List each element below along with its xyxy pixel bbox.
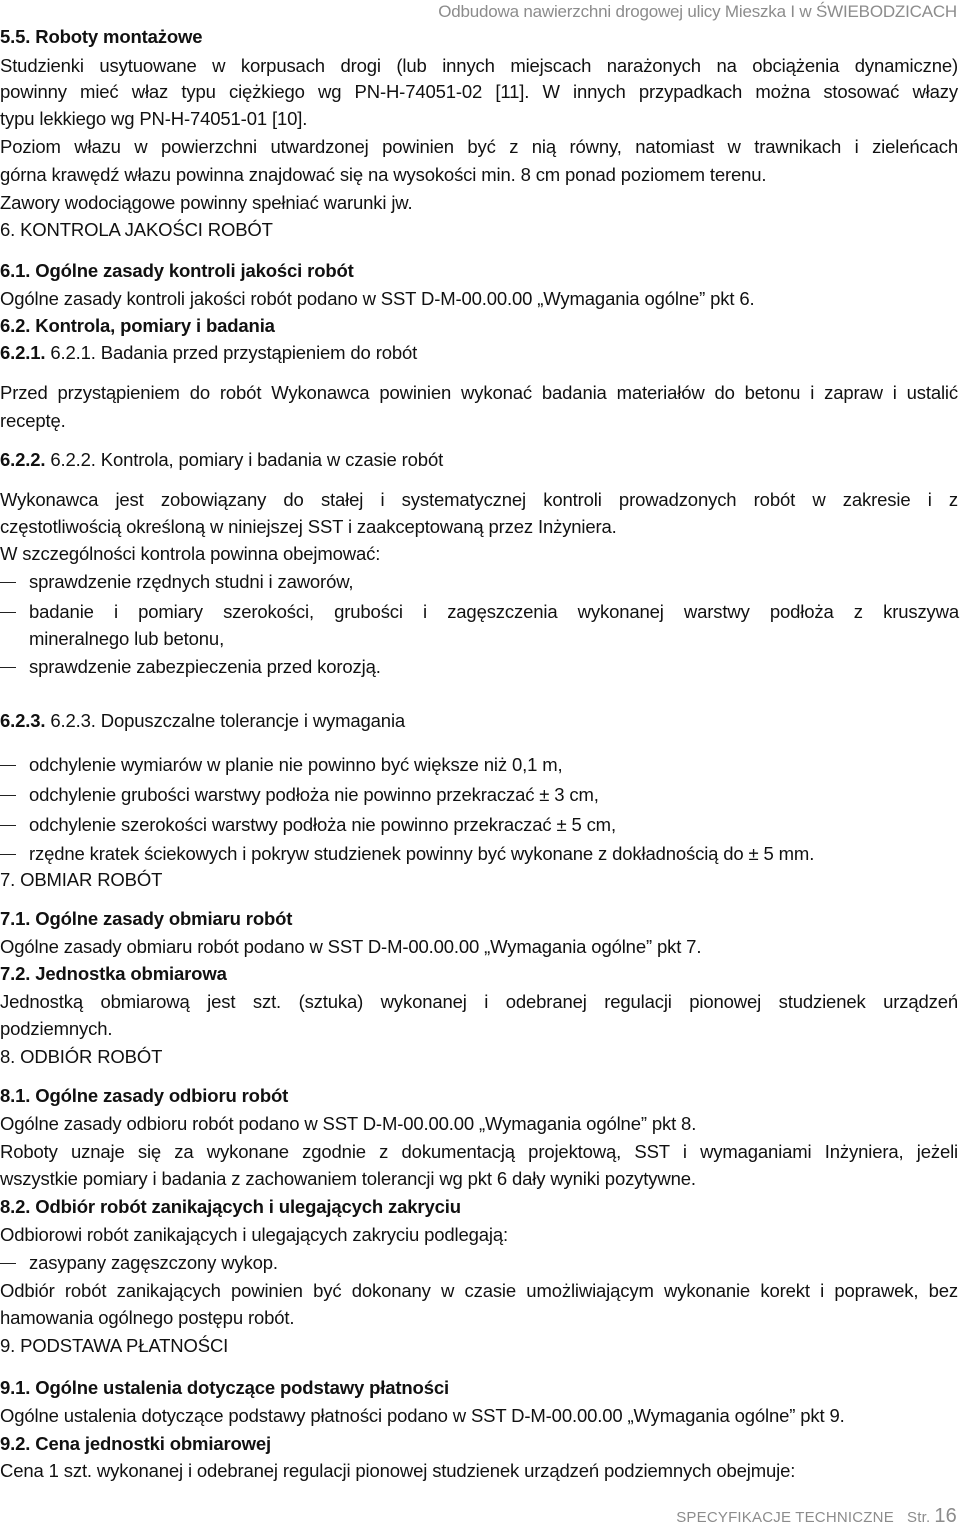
- section-heading-6-2-2: 6.2.2. 6.2.2. Kontrola, pomiary i badania w czasie robót: [0, 449, 444, 470]
- section-heading-9-1: 9.1. Ogólne ustalenia dotyczące podstawy płatności: [0, 1377, 449, 1398]
- section-heading-9: 9. PODSTAWA PŁATNOŚCI: [0, 1335, 229, 1356]
- paragraph-line: Ogólne ustalenia dotyczące podstawy płatności podano w SST D-M-00.00.00 „Wymagania ogólne” pkt 9.: [0, 1405, 845, 1426]
- paragraph-line: W szczególności kontrola powinna obejmować:: [0, 543, 381, 564]
- list-dash: [0, 795, 16, 796]
- paragraph-line: powinny mieć właz typu ciężkiego wg PN-H-74051-02 [11]. W innych przypadkach można stosować włazy: [0, 81, 958, 102]
- list-dash: [0, 825, 16, 826]
- paragraph-line: Ogólne zasady kontroli jakości robót podano w SST D-M-00.00.00 „Wymagania ogólne” pkt 6.: [0, 288, 755, 309]
- footer-page-prefix: Str.: [907, 1509, 931, 1526]
- paragraph-line: Poziom włazu w powierzchni utwardzonej powinien być z nią równy, natomiast w trawnikach i zieleńcach: [0, 136, 958, 157]
- list-dash: [0, 765, 16, 766]
- paragraph-line: Przed przystąpieniem do robót Wykonawca powinien wykonać badania materiałów do betonu i zapraw i ustalić: [0, 382, 958, 403]
- list-dash: [0, 667, 16, 668]
- section-heading-7-2: 7.2. Jednostka obmiarowa: [0, 963, 227, 984]
- paragraph-line: Odbiorowi robót zanikających i ulegających zakryciu podlegają:: [0, 1224, 508, 1245]
- section-heading-7-1: 7.1. Ogólne zasady obmiaru robót: [0, 908, 293, 929]
- paragraph-line: częstotliwością określoną w niniejszej SST i zaakceptowaną przez Inżyniera.: [0, 516, 617, 537]
- paragraph-line: Cena 1 szt. wykonanej i odebranej regulacji pionowej studzienek urządzeń podziemnych obejmuje:: [0, 1460, 796, 1481]
- running-header: Odbudowa nawierzchni drogowej ulicy Mieszka I w ŚWIEBODZICACH: [438, 2, 957, 21]
- section-heading-8-1: 8.1. Ogólne zasady odbioru robót: [0, 1085, 289, 1106]
- list-item: rzędne kratek ściekowych i pokryw studzienek powinny być wykonane z dokładnością do ± 5 mm.: [29, 843, 815, 864]
- paragraph-line: Ogólne zasady obmiaru robót podano w SST D-M-00.00.00 „Wymagania ogólne” pkt 7.: [0, 936, 702, 957]
- section-heading-6-2-3: 6.2.3. 6.2.3. Dopuszczalne tolerancje i wymagania: [0, 710, 406, 731]
- section-heading-8-2: 8.2. Odbiór robót zanikających i ulegających zakryciu: [0, 1196, 461, 1217]
- list-item-continuation: mineralnego lub betonu,: [29, 628, 225, 649]
- list-item: badanie i pomiary szerokości, grubości i zagęszczenia wykonanej warstwy podłoża z kruszywa: [29, 601, 959, 622]
- section-heading-6: 6. KONTROLA JAKOŚCI ROBÓT: [0, 219, 273, 240]
- list-item: sprawdzenie zabezpieczenia przed korozją.: [29, 656, 381, 677]
- paragraph-line: receptę.: [0, 410, 66, 431]
- list-item: odchylenie grubości warstwy podłoża nie powinno przekraczać ± 3 cm,: [29, 784, 599, 805]
- section-heading-9-2: 9.2. Cena jednostki obmiarowej: [0, 1433, 272, 1454]
- list-item: odchylenie wymiarów w planie nie powinno być większe niż 0,1 m,: [29, 754, 563, 775]
- paragraph-line: Wykonawca jest zobowiązany do stałej i systematycznej kontroli prowadzonych robót w zakresie i z: [0, 489, 958, 510]
- section-heading-6-2: 6.2. Kontrola, pomiary i badania: [0, 315, 275, 336]
- page-number: 16: [934, 1505, 957, 1527]
- list-dash: [0, 854, 16, 855]
- list-dash: [0, 582, 16, 583]
- paragraph-line: Odbiór robót zanikających powinien być dokonany w czasie umożliwiającym wykonanie korekt i poprawek, bez: [0, 1280, 958, 1301]
- list-dash: [0, 1263, 16, 1264]
- paragraph-line: podziemnych.: [0, 1018, 113, 1039]
- paragraph-line: Zawory wodociągowe powinny spełniać warunki jw.: [0, 192, 413, 213]
- list-item: zasypany zagęszczony wykop.: [29, 1252, 278, 1273]
- paragraph-line: Roboty uznaje się za wykonane zgodnie z dokumentacją projektową, SST i wymaganiami Inżyniera, jeżeli: [0, 1141, 958, 1162]
- section-heading-6-2-1: 6.2.1. 6.2.1. Badania przed przystąpieniem do robót: [0, 342, 418, 363]
- paragraph-line: Ogólne zasady odbioru robót podano w SST D-M-00.00.00 „Wymagania ogólne” pkt 8.: [0, 1113, 697, 1134]
- paragraph-line: wszystkie pomiary i badania z zachowaniem tolerancji wg pkt 6 dały wyniki pozytywne.: [0, 1168, 696, 1189]
- section-heading-7: 7. OBMIAR ROBÓT: [0, 869, 163, 890]
- paragraph-line: Studzienki usytuowane w korpusach drogi (lub innych miejscach narażonych na obciążenia dynamiczne): [0, 55, 958, 76]
- paragraph-line: hamowania ogólnego postępu robót.: [0, 1307, 295, 1328]
- paragraph-line: Jednostką obmiarową jest szt. (sztuka) wykonanej i odebranej regulacji pionowej studzienek urządzeń: [0, 991, 958, 1012]
- list-dash: [0, 612, 16, 613]
- list-item: odchylenie szerokości warstwy podłoża nie powinno przekraczać ± 5 cm,: [29, 814, 616, 835]
- footer-label: SPECYFIKACJE TECHNICZNE: [676, 1509, 894, 1526]
- list-item: sprawdzenie rzędnych studni i zaworów,: [29, 571, 354, 592]
- paragraph-line: typu lekkiego wg PN-H-74051-01 [10].: [0, 108, 308, 129]
- section-heading-8: 8. ODBIÓR ROBÓT: [0, 1046, 163, 1067]
- page-footer: [676, 1503, 957, 1531]
- section-heading-6-1: 6.1. Ogólne zasady kontroli jakości robót: [0, 260, 354, 281]
- section-heading-5-5: 5.5. Roboty montażowe: [0, 26, 203, 47]
- paragraph-line: górna krawędź włazu powinna znajdować się na wysokości min. 8 cm ponad poziomem terenu.: [0, 164, 767, 185]
